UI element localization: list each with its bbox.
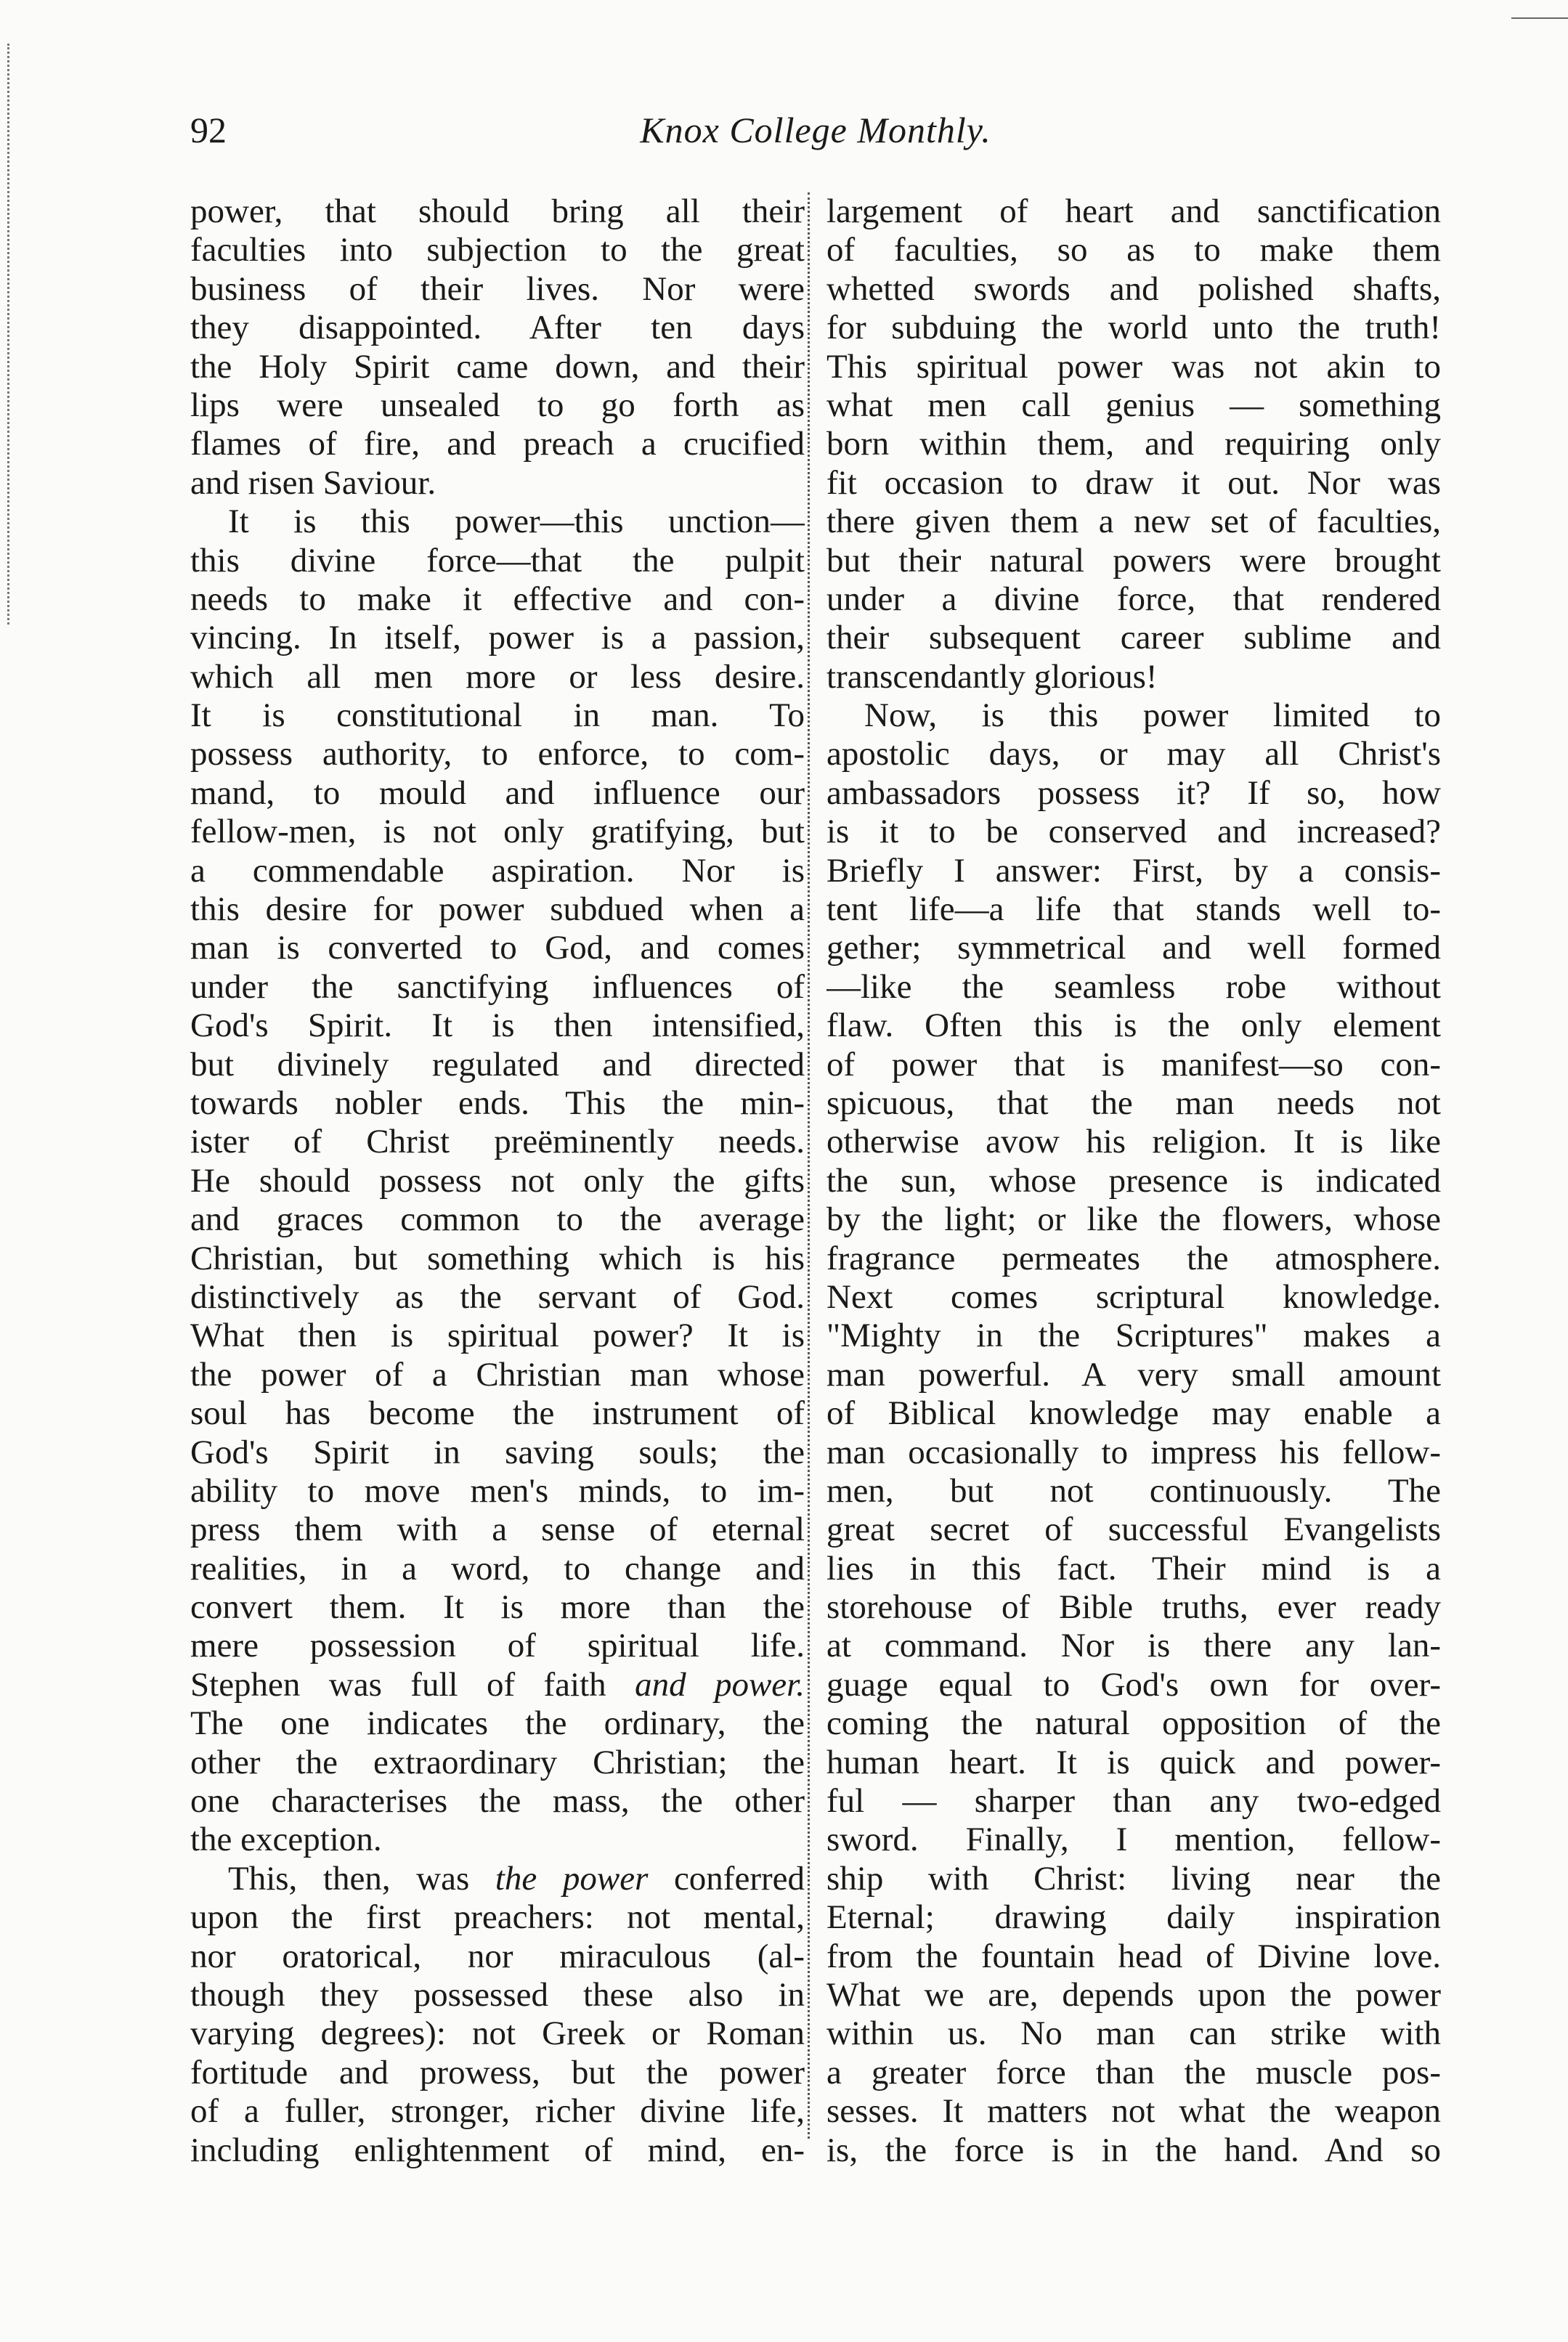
- text-line: towards nobler ends. This the min-: [190, 1083, 805, 1122]
- text-line: Christian, but something which is his: [190, 1239, 805, 1277]
- text-line: —like the seamless robe without: [826, 967, 1441, 1006]
- text-line: sword. Finally, I mention, fellow-: [826, 1821, 1441, 1859]
- text-line: of Biblical knowledge may enable a: [826, 1394, 1441, 1433]
- text-line: mere possession of spiritual life.: [190, 1627, 805, 1665]
- running-title: Knox College Monthly.: [640, 110, 991, 150]
- text-line: "Mighty in the Scriptures" makes a: [826, 1317, 1441, 1355]
- text-line: realities, in a word, to change and: [190, 1549, 805, 1587]
- text-line: Briefly I answer: First, by a consis-: [826, 851, 1441, 890]
- text-line: lips were unsealed to go forth as: [190, 386, 805, 424]
- text-line: convert them. It is more than the: [190, 1588, 805, 1627]
- text-line: ful — sharper than any two-edged: [826, 1782, 1441, 1821]
- text-line: ability to move men's minds, to im-: [190, 1471, 805, 1510]
- text-line: power, that should bring all their: [190, 192, 805, 230]
- text-line: distinctively as the servant of God.: [190, 1277, 805, 1316]
- text-line: is, the force is in the hand. And so: [826, 2131, 1441, 2169]
- text-line: What we are, depends upon the power: [826, 1975, 1441, 2014]
- margin-marks: [7, 44, 24, 625]
- text-line: nor oratorical, nor miraculous (al-: [190, 1937, 805, 1975]
- text-line: faculties into subjection to the great: [190, 231, 805, 269]
- text-line: for subduing the world unto the truth!: [826, 309, 1441, 347]
- emphasis: and power.: [635, 1665, 805, 1704]
- text-line: The one indicates the ordinary, the: [190, 1704, 805, 1743]
- text-line: mand, to mould and influence our: [190, 773, 805, 812]
- text-line: otherwise avow his religion. It is like: [826, 1123, 1441, 1161]
- text-line: coming the natural opposition of the: [826, 1704, 1441, 1743]
- text-line: What then is spiritual power? It is: [190, 1317, 805, 1355]
- text-line: which all men more or less desire.: [190, 657, 805, 696]
- text-line: what men call genius — something: [826, 386, 1441, 424]
- text-line: fortitude and prowess, but the power: [190, 2053, 805, 2091]
- text-line: under the sanctifying influences of: [190, 967, 805, 1006]
- text-line: storehouse of Bible truths, ever ready: [826, 1588, 1441, 1627]
- text-line: sesses. It matters not what the weapon: [826, 2092, 1441, 2131]
- text-line: God's Spirit in saving souls; the: [190, 1433, 805, 1471]
- column-rule: [808, 192, 810, 2139]
- text-line: human heart. It is quick and power-: [826, 1743, 1441, 1781]
- text-line: It is constitutional in man. To: [190, 696, 805, 735]
- text-line: This spiritual power was not akin to: [826, 347, 1441, 386]
- text-line: man is converted to God, and comes: [190, 929, 805, 967]
- text-line: under a divine force, that rendered: [826, 580, 1441, 618]
- text-line: fellow-men, is not only gratifying, but: [190, 813, 805, 851]
- text-line: Eternal; drawing daily inspiration: [826, 1898, 1441, 1937]
- text-line: gether; symmetrical and well formed: [826, 929, 1441, 967]
- page-header: [190, 109, 1441, 167]
- text-line: this divine force—that the pulpit: [190, 541, 805, 580]
- text-line: upon the first preachers: not mental,: [190, 1898, 805, 1937]
- text-line: of power that is manifest—so con-: [826, 1045, 1441, 1083]
- text-line: the Holy Spirit came down, and their: [190, 347, 805, 386]
- text-line: a commendable aspiration. Nor is: [190, 851, 805, 890]
- text-line: including enlightenment of mind, en-: [190, 2131, 805, 2169]
- right-column: [826, 192, 1441, 2170]
- text-line: soul has become the instrument of: [190, 1394, 805, 1433]
- left-column: [190, 192, 805, 2170]
- text-line: the power of a Christian man whose: [190, 1355, 805, 1394]
- text-line: from the fountain head of Divine love.: [826, 1937, 1441, 1975]
- text-line: within us. No man can strike with: [826, 2014, 1441, 2053]
- text-line: fit occasion to draw it out. Nor was: [826, 463, 1441, 502]
- text-line: Now, is this power limited to: [864, 696, 1441, 735]
- text-line: business of their lives. Nor were: [190, 269, 805, 308]
- text-line: needs to make it effective and con-: [190, 580, 805, 618]
- text-line: It is this power—this unction—: [228, 503, 805, 541]
- text-line: other the extraordinary Christian; the: [190, 1743, 805, 1781]
- corner-rule: [1511, 17, 1568, 19]
- text-line: great secret of successful Evangelists: [826, 1510, 1441, 1549]
- text-line: tent life—a life that stands well to-: [826, 890, 1441, 929]
- text-line: the exception.: [190, 1821, 382, 1859]
- text-line: their subsequent career sublime and: [826, 619, 1441, 657]
- text-line: and risen Saviour.: [190, 463, 436, 502]
- text-line: the sun, whose presence is indicated: [826, 1161, 1441, 1200]
- text-line: man occasionally to impress his fellow-: [826, 1433, 1441, 1471]
- text-line: press them with a sense of eternal: [190, 1510, 805, 1549]
- text-line: lies in this fact. Their mind is a: [826, 1549, 1441, 1587]
- text-line: varying degrees): not Greek or Roman: [190, 2014, 805, 2053]
- text-line: born within them, and requiring only: [826, 425, 1441, 463]
- text-line: ister of Christ preëminently needs.: [190, 1123, 805, 1161]
- text-line: they disappointed. After ten days: [190, 309, 805, 347]
- text-line: men, but not continuously. The: [826, 1471, 1441, 1510]
- text-line: This, then, was the power conferred: [228, 1859, 805, 1898]
- text-line: a greater force than the muscle pos-: [826, 2053, 1441, 2091]
- text-line: Next comes scriptural knowledge.: [826, 1277, 1441, 1316]
- text-line: of faculties, so as to make them: [826, 231, 1441, 269]
- text-line: whetted swords and polished shafts,: [826, 269, 1441, 308]
- text-line: at command. Nor is there any lan-: [826, 1627, 1441, 1665]
- text-line: there given them a new set of faculties,: [826, 503, 1441, 541]
- text-line: He should possess not only the gifts: [190, 1161, 805, 1200]
- text-line: by the light; or like the flowers, whose: [826, 1200, 1441, 1239]
- text-line: apostolic days, or may all Christ's: [826, 735, 1441, 773]
- text-line: flames of fire, and preach a crucified: [190, 425, 805, 463]
- text-line: and graces common to the average: [190, 1200, 805, 1239]
- text-line: though they possessed these also in: [190, 1975, 805, 2014]
- page-number: 92: [190, 110, 227, 150]
- text-line: spicuous, that the man needs not: [826, 1083, 1441, 1122]
- text-line: of a fuller, stronger, richer divine life,: [190, 2092, 805, 2131]
- text-line: but their natural powers were brought: [826, 541, 1441, 580]
- text-line: possess authority, to enforce, to com-: [190, 735, 805, 773]
- emphasis: the power: [495, 1859, 649, 1898]
- text-line: is it to be conserved and increased?: [826, 813, 1441, 851]
- text-line: fragrance permeates the atmosphere.: [826, 1239, 1441, 1277]
- text-line: Stephen was full of faith and power.: [190, 1665, 805, 1704]
- text-line: man powerful. A very small amount: [826, 1355, 1441, 1394]
- text-line: largement of heart and sanctification: [826, 192, 1441, 230]
- text-line: but divinely regulated and directed: [190, 1045, 805, 1083]
- text-line: this desire for power subdued when a: [190, 890, 805, 929]
- text-line: flaw. Often this is the only element: [826, 1007, 1441, 1045]
- text-line: one characterises the mass, the other: [190, 1782, 805, 1821]
- text-line: guage equal to God's own for over-: [826, 1665, 1441, 1704]
- text-line: transcendantly glorious!: [826, 657, 1158, 696]
- text-line: vincing. In itself, power is a passion,: [190, 619, 805, 657]
- text-line: ambassadors possess it? If so, how: [826, 773, 1441, 812]
- text-line: God's Spirit. It is then intensified,: [190, 1007, 805, 1045]
- text-line: ship with Christ: living near the: [826, 1859, 1441, 1898]
